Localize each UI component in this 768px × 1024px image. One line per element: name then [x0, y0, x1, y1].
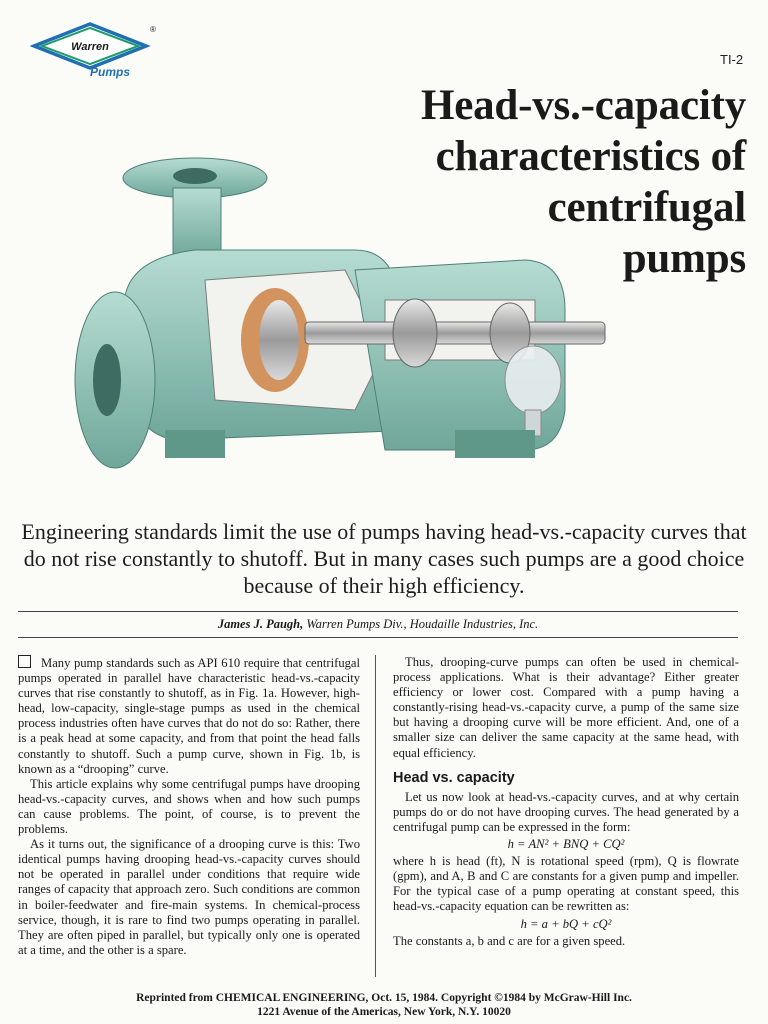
- body-paragraph: Many pump standards such as API 610 require that centrifugal pumps operated in parallel have characteristic head-vs.-capacity curves that rise constantly to shutoff, as in Fig. 1a. However, high-head, low-capacity, single-stage pumps as used in the chemical process industries often have curves that do not do so: Rather, there is a peak head at some capacity, and from that point the head falls constantly to shutoff. Such a pump curve, shown in Fig. 1b, is known as a “drooping” curve.: [18, 656, 360, 776]
- doc-code: TI-2: [720, 52, 744, 67]
- body-paragraph: Thus, drooping-curve pumps can often be used in chemical-process applications. What is their advantage? Either greater efficiency or lower cost. Compared with a pump having a constantly-rising head-vs.-capacity curve, a pump of the same size but having a drooping curve will be more efficient. And, one of a smaller size can deliver the same capacity at the same head, with equal efficiency.: [393, 655, 739, 760]
- logo-brand-top: Warren: [71, 41, 109, 53]
- left-column: [18, 655, 360, 958]
- body-paragraph: where h is head (ft), N is rotational speed (rpm), Q is flowrate (gpm), and A, B and C are constants for a given pump and impeller. For the typical case of a pump operating at constant speed, this head-vs.-capacity equation can be rewritten as:: [393, 854, 739, 914]
- warren-pumps-logo: [30, 20, 160, 80]
- section-heading: Head vs. capacity: [393, 769, 515, 786]
- body-paragraph: This article explains why some centrifugal pumps have drooping head-vs.-capacity curves, and shows when and how such pumps can cause problems. The point, of course, is to prevent the problems.: [18, 776, 360, 837]
- column-divider: [375, 655, 376, 977]
- title-line: characteristics of: [435, 133, 746, 180]
- logo-registered-mark: ®: [150, 25, 156, 34]
- reprint-footer: [0, 991, 768, 1019]
- author-name: James J. Paugh,: [217, 617, 304, 631]
- body-paragraph: As it turns out, the significance of a drooping curve is this: Two identical pumps having drooping head-vs.-capacity curves should not be operated in parallel under conditions that require wide ranges of capacity that approach zero. Such conditions are common in boiler-feedwater and fire-main systems. In chemical-process service, though, it is rare to find two pumps operating in parallel. They are often piped in parallel, but typically only one is operated at a time, and the other is a spare.: [18, 837, 360, 957]
- title-line: Head-vs.-capacity: [420, 82, 746, 129]
- body-paragraph: The constants a, b and c are for a given speed.: [393, 933, 626, 948]
- author-affiliation: Warren Pumps Div., Houdaille Industries, Inc.: [306, 617, 539, 631]
- article-deck: Engineering standards limit the use of pumps having head-vs.-capacity curves that do not rise constantly to shutoff. But in many cases such pumps are a good choice because of their high efficiency.: [21, 519, 747, 598]
- right-column: [393, 655, 739, 949]
- byline: [18, 617, 738, 632]
- section-start-box-icon: [18, 655, 31, 668]
- pump-cutaway-image: [55, 150, 615, 490]
- title-line: pumps: [622, 235, 746, 282]
- footer-line-1: Reprinted from CHEMICAL ENGINEERING, Oct. 15, 1984. Copyright ©1984 by McGraw-Hill Inc.: [136, 992, 632, 1004]
- top-rule: [18, 611, 738, 612]
- footer-line-2: 1221 Avenue of the Americas, New York, N.Y. 10020: [257, 1006, 511, 1018]
- body-paragraph: Let us now look at head-vs.-capacity curves, and at why certain pumps do or do not have drooping curves. The head generated by a centrifugal pump can be expressed in the form:: [393, 789, 739, 834]
- equation-1: h = AN² + BNQ + CQ²: [507, 837, 625, 852]
- equation-2: h = a + bQ + cQ²: [520, 916, 612, 931]
- bottom-rule: [18, 637, 738, 638]
- logo-brand-bottom: Pumps: [90, 65, 131, 79]
- title-line: centrifugal: [547, 184, 746, 231]
